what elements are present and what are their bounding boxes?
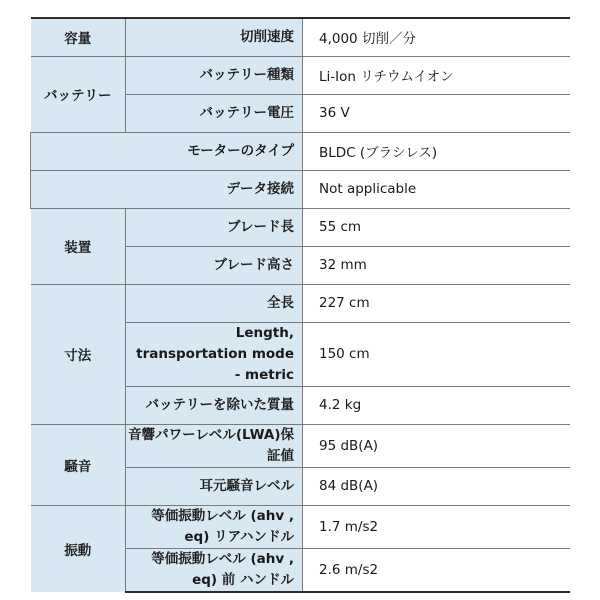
spec-label: 等価振動レベル (ahv , eq) 前 ハンドル <box>126 548 303 592</box>
group-cell: バッテリー <box>31 56 126 132</box>
spec-value: BLDC (ブラシレス) <box>303 132 570 170</box>
table-row <box>31 56 570 94</box>
spec-label: 切削速度 <box>126 18 303 56</box>
table-row <box>31 132 570 170</box>
table-row <box>31 424 570 467</box>
spec-label: 音響パワーレベル(LWA)保証値 <box>126 424 303 467</box>
spec-label: ブレード長 <box>126 208 303 246</box>
table-row <box>31 170 570 208</box>
spec-value: 55 cm <box>303 208 570 246</box>
spec-label: バッテリーを除いた質量 <box>126 386 303 424</box>
group-cell: 寸法 <box>31 284 126 424</box>
spec-value: 32 mm <box>303 246 570 284</box>
spec-value: 36 V <box>303 94 570 132</box>
spec-value: 1.7 m/s2 <box>303 505 570 548</box>
spec-label: データ接続 <box>31 170 303 208</box>
group-cell: 騒音 <box>31 424 126 505</box>
spec-value: 4,000 切削／分 <box>303 18 570 56</box>
spec-label: ブレード高さ <box>126 246 303 284</box>
spec-label: バッテリー電圧 <box>126 94 303 132</box>
spec-value: Li-Ion リチウムイオン <box>303 56 570 94</box>
spec-value: Not applicable <box>303 170 570 208</box>
group-cell: 容量 <box>31 18 126 56</box>
spec-value: 227 cm <box>303 284 570 322</box>
spec-label: Length, transportation mode - metric <box>126 322 303 386</box>
spec-label: 等価振動レベル (ahv , eq) リアハンドル <box>126 505 303 548</box>
spec-label: モーターのタイプ <box>31 132 303 170</box>
group-cell: 振動 <box>31 505 126 592</box>
table-row <box>31 505 570 548</box>
spec-table <box>30 17 570 593</box>
spec-label: 耳元騒音レベル <box>126 467 303 505</box>
table-row <box>31 208 570 246</box>
spec-label: バッテリー種類 <box>126 56 303 94</box>
spec-value: 4.2 kg <box>303 386 570 424</box>
spec-label: 全長 <box>126 284 303 322</box>
spec-value: 2.6 m/s2 <box>303 548 570 592</box>
table-row <box>31 284 570 322</box>
spec-value: 150 cm <box>303 322 570 386</box>
group-cell: 装置 <box>31 208 126 284</box>
table-row <box>31 18 570 56</box>
spec-value: 84 dB(A) <box>303 467 570 505</box>
spec-value: 95 dB(A) <box>303 424 570 467</box>
